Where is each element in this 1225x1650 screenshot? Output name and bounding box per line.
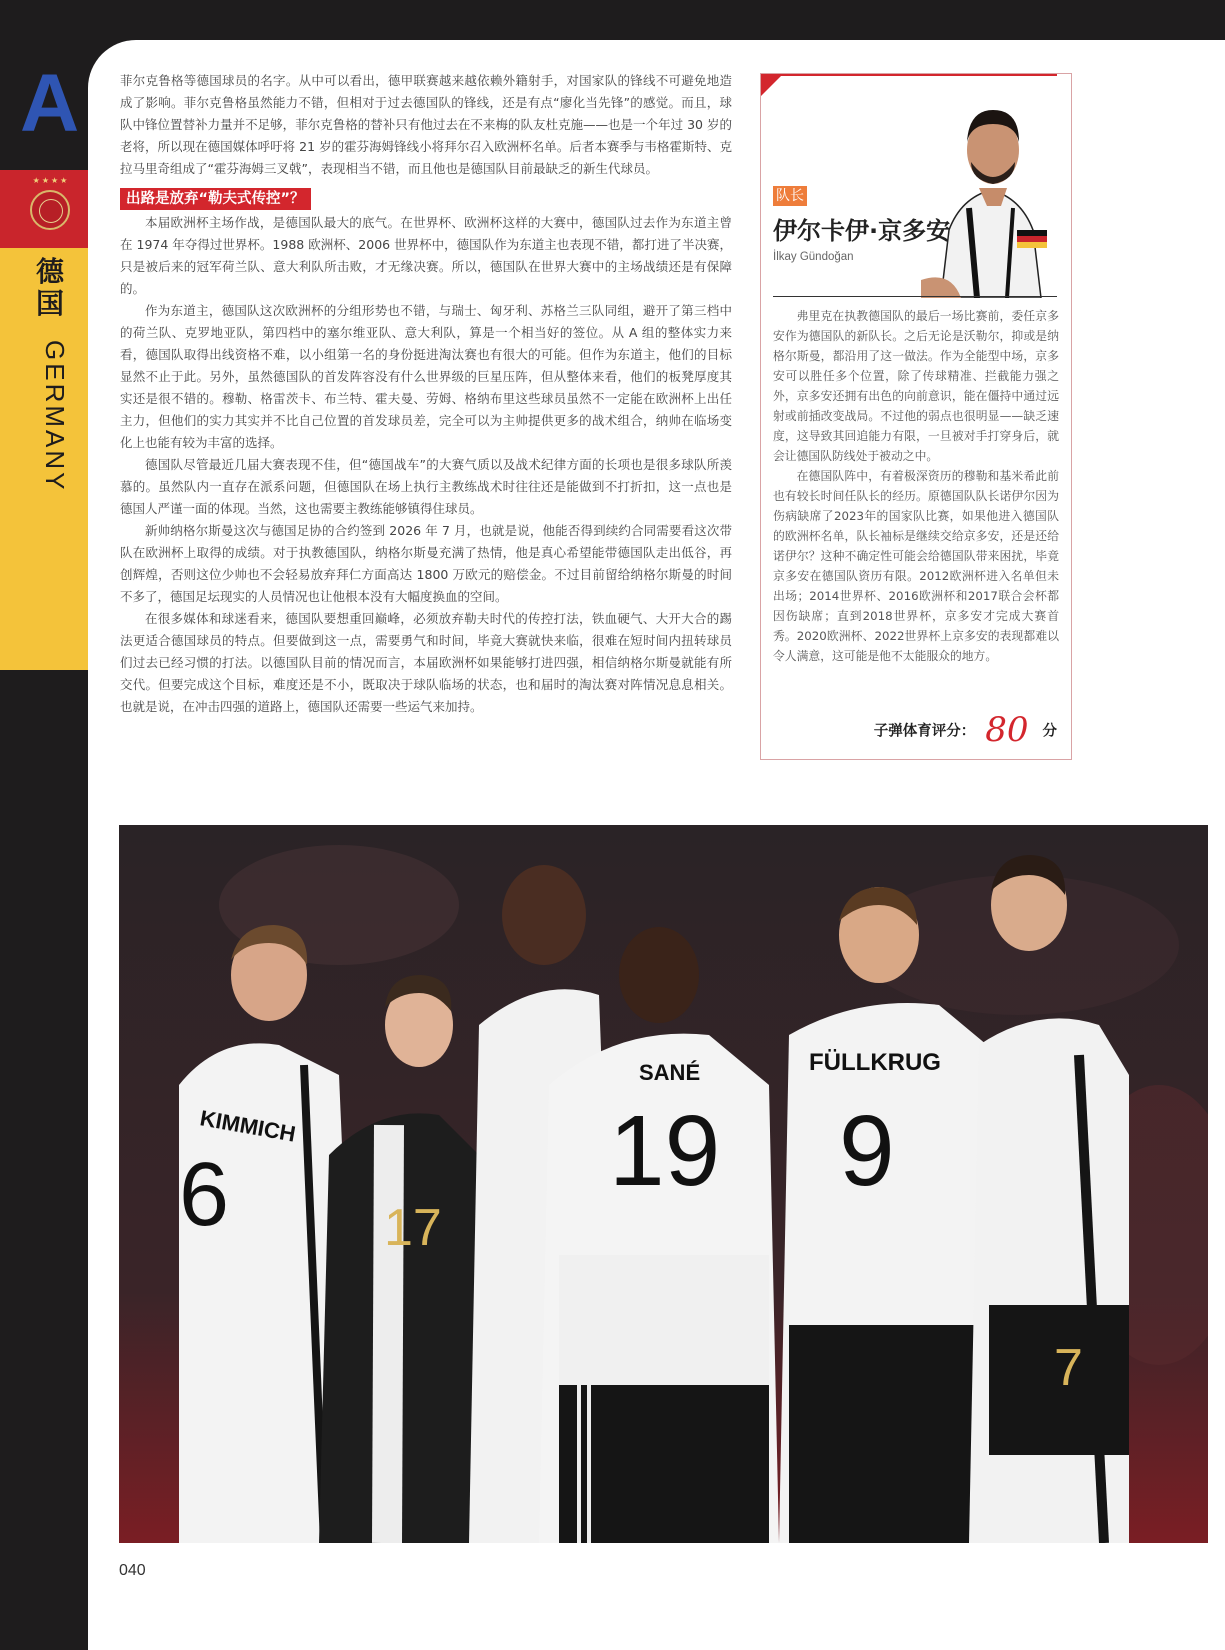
jersey-name: KIMMICH	[198, 1105, 298, 1147]
profile-divider	[773, 296, 1057, 297]
article-paragraph: 在很多媒体和球迷看来，德国队要想重回巅峰，必须放弃勒夫时代的传控打法，铁血硬气、大开大合的踢法更适合德国球员的特点。但要做到这一点，需要勇气和时间，毕竟大赛就快来临，很难在短时间内扭转球员们过去已经习惯的打法。以德国队目前的情况而言，本届欧洲杯如果能够打进四强，相信纳格尔斯曼就能有所交代。但要完成这个目标，难度还是不小，既取决于球队临场的状态，也和届时的淘汰赛对阵情况息息相关。也就是说，在冲击四强的道路上，德国队还需要一些运气来加持。	[120, 611, 732, 714]
group-letter: A	[20, 58, 80, 149]
jersey-name: FÜLLKRUG	[809, 1049, 941, 1076]
profile-paragraph: 弗里克在执教德国队的最后一场比赛前，委任京多安作为德国队的新队长。之后无论是沃勒尔，抑或是纳格尔斯曼，都沿用了这一做法。作为全能型中场，京多安可以胜任多个位置，除了传球精准、拦截能力强之外，京多安还拥有出色的向前意识，能在僵持中通过远射或前插改变战局。不过他的弱点也很明显——缺乏速度，这导致其回追能力有限，一旦被对手打穿身后，就会让德国队防线处于被动之中。	[773, 309, 1059, 463]
captain-photo	[921, 80, 1061, 298]
jersey-number: 9	[839, 1095, 895, 1207]
page-number: 040	[119, 1562, 146, 1579]
jersey-name: SANÉ	[639, 1060, 701, 1085]
country-name-cn: 德国	[35, 255, 64, 320]
profile-text	[773, 306, 1059, 666]
profile-top-line	[761, 74, 1057, 76]
jersey-number: 7	[1054, 1339, 1083, 1397]
captain-tag: 队长	[773, 186, 807, 206]
section-heading: 出路是放弃“勒夫式传控”？	[120, 188, 311, 210]
player-name-cn: 伊尔卡伊·京多安	[773, 217, 951, 245]
article-paragraph: 本届欧洲杯主场作战，是德国队最大的底气。在世界杯、欧洲杯这样的大赛中，德国队过去作为东道主曾在 1974 年夺得过世界杯。1988 欧洲杯、2006 世界杯中，德国队作为东道主也表现不错，都打进了半决赛，只是被后来的冠军荷兰队、意大利队所击败，才无缘决赛。所以，德国队在世界大赛中的主场战绩还是有保障的。	[120, 215, 732, 296]
rating-unit: 分	[1042, 723, 1057, 740]
intro-paragraph: 菲尔克鲁格等德国球员的名字。从中可以看出，德甲联赛越来越依赖外籍射手，对国家队的锋线不可避免地造成了影响。菲尔克鲁格虽然能力不错，但相对于过去德国队的锋线，还是有点“廖化当先锋”的感觉。而且，球队中锋位置替补力量并不足够，菲尔克鲁格的替补只有他过去在不来梅的队友杜克施——也是一个年过 30 岁的老将，所以现在德国媒体呼吁将 21 岁的霍芬海姆锋线小将拜尔召入欧洲杯名单。后者本赛季与韦格霍斯特、克拉马里奇组成了“霍芬海姆三叉戟”，表现相当不错，而且他也是德国队目前最缺乏的新生代球员。	[120, 73, 732, 176]
rating-label: 子弹体育评分：	[873, 723, 976, 740]
dfb-crest-icon	[30, 190, 70, 230]
top-bar	[0, 0, 1225, 40]
profile-paragraph: 在德国队阵中，有着极深资历的穆勒和基米希此前也有较长时间任队长的经历。原德国队队长诺伊尔因为伤病缺席了2023年的国家队比赛，如果他进入德国队的欧洲杯名单，队长袖标是继续交给京多安，还是还给诺伊尔？这种不确定性可能会给德国队带来困扰，毕竟京多安在德国队资历有限。2012欧洲杯进入名单但未出场；2014世界杯、2016欧洲杯和2017联合会杯都因伤缺席；直到2018世界杯，京多安才完成大赛首秀。2020欧洲杯、2022世界杯上京多安的表现都难以令人满意，这可能是他不太能服众的地方。	[773, 469, 1059, 663]
rating	[761, 710, 1057, 750]
player-name-en: İlkay Gündoğan	[773, 251, 854, 263]
article-paragraph: 德国队尽管最近几届大赛表现不佳，但“德国战车”的大赛气质以及战术纪律方面的长项也是很多球队所羡慕的。虽然队内一直存在派系问题，但德国队在场上执行主教练战术时往往还是能做到不打折扣，这一点也是德国人严谨一面的体现。当然，这也需要主教练能够镇得住球员。	[120, 457, 732, 516]
article-body	[120, 70, 732, 718]
profile-corner-mark	[761, 74, 783, 96]
rating-score: 80	[985, 710, 1029, 750]
jersey-number: 6	[179, 1145, 230, 1245]
country-name-en: GERMANY	[40, 340, 70, 493]
jersey-number: 19	[609, 1095, 721, 1207]
sidebar	[0, 0, 88, 1650]
crest-stars-icon: ★★★★	[32, 176, 70, 185]
article-paragraph: 作为东道主，德国队这次欧洲杯的分组形势也不错，与瑞士、匈牙利、苏格兰三队同组，避开了第三档中的荷兰队、克罗地亚队，第四档中的塞尔维亚队、意大利队，算是一个相当好的签位。从 A 组的整体实力来看，德国队取得出线资格不难，以小组第一名的身份挺进淘汰赛也有很大的可能。但作为东道主，他们的目标显然不止于此。另外，虽然德国队的首发阵容没有什么世界级的巨星压阵，但从整体来看，他们的板凳厚度其实还是很不错的。穆勒、格雷茨卡、布兰特、霍夫曼、劳姆、格纳布里这些球员虽然不一定能在欧洲杯上出任主力，但他们的实力其实并不比自己位置的首发球员差，完全可以为主帅提供更多的战术组合，纳帅在临场变化上也能有较为丰富的选择。	[120, 303, 732, 450]
article-paragraph: 新帅纳格尔斯曼这次与德国足协的合约签到 2026 年 7 月，也就是说，他能否得到续约合同需要看这次带队在欧洲杯上取得的成绩。对于执教德国队，纳格尔斯曼充满了热情，他是真心希望能带德国队走出低谷，再创辉煌，否则这位少帅也不会轻易放弃拜仁方面高达 1800 万欧元的赔偿金。不过目前留给纳格尔斯曼的时间不多了，德国足坛现实的人员情况也让他根本没有大幅度换血的空间。	[120, 523, 732, 604]
team-photo	[119, 825, 1208, 1543]
captain-profile-box	[760, 73, 1072, 760]
jersey-number: 17	[384, 1199, 442, 1257]
